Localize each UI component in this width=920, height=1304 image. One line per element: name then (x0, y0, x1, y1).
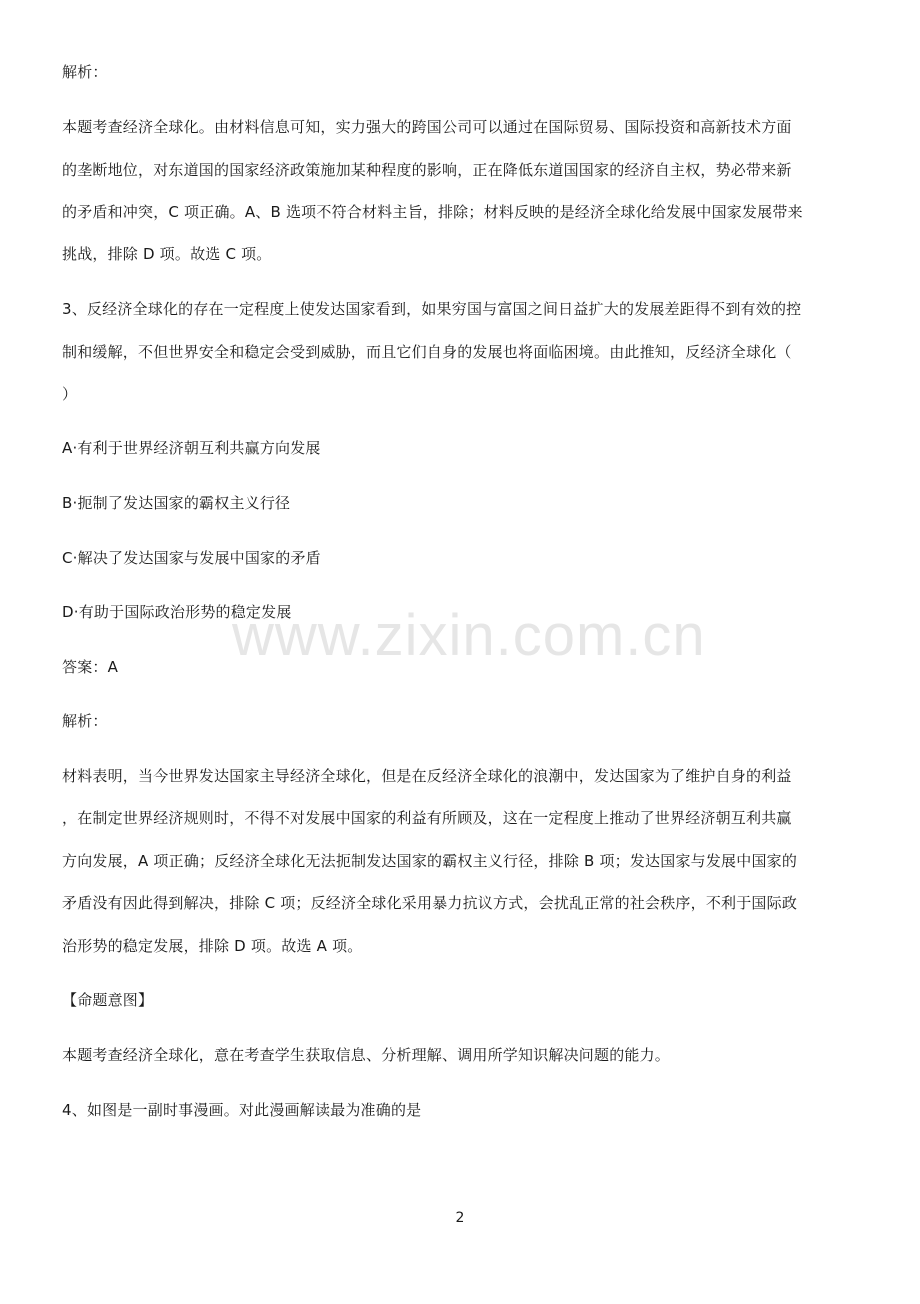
analysis-line: 的矛盾和冲突，C 项正确。A、B 选项不符合材料主旨，排除；材料反映的是经济全球化给发展中国家发展带来 (62, 203, 803, 221)
option-b: B·扼制了发达国家的霸权主义行径 (62, 494, 291, 512)
option-a: A·有利于世界经济朝互利共赢方向发展 (62, 439, 321, 457)
page-number: 2 (455, 1210, 465, 1226)
analysis-line: 本题考查经济全球化。由材料信息可知，实力强大的跨国公司可以通过在国际贸易、国际投资和高新技术方面 (62, 118, 792, 136)
analysis-line: 挑战，排除 D 项。故选 C 项。 (62, 245, 272, 263)
watermark: www.zixin.com.cn (232, 603, 706, 668)
analysis-label: 解析： (62, 712, 108, 730)
intent-label: 【命题意图】 (62, 991, 154, 1009)
option-d: D·有助于国际政治形势的稳定发展 (62, 603, 292, 621)
analysis-line: 矛盾没有因此得到解决，排除 C 项；反经济全球化采用暴力抗议方式，会扰乱正常的社会秩序，不利于国际政 (62, 894, 798, 912)
analysis-line: 方向发展，A 项正确；反经济全球化无法扼制发达国家的霸权主义行径，排除 B 项；发达国家与发展中国家的 (62, 852, 798, 870)
answer: 答案：A (62, 658, 119, 676)
analysis-line: 材料表明，当今世界发达国家主导经济全球化，但是在反经济全球化的浪潮中，发达国家为了维护自身的利益 (62, 767, 792, 785)
analysis-line: 的垄断地位，对东道国的国家经济政策施加某种程度的影响，正在降低东道国国家的经济自主权，势必带来新 (62, 161, 792, 179)
question-3-stem: 3、反经济全球化的存在一定程度上使发达国家看到，如果穷国与富国之间日益扩大的发展差距得不到有效的控 (62, 300, 802, 318)
question-3-stem: 制和缓解，不但世界安全和稳定会受到威胁，而且它们自身的发展也将面临困境。由此推知，反经济全球化（ (62, 343, 792, 361)
analysis-line: ，在制定世界经济规则时，不得不对发展中国家的利益有所顾及，这在一定程度上推动了世界经济朝互利共赢 (62, 809, 792, 827)
analysis-label: 解析： (62, 63, 108, 81)
intent-text: 本题考查经济全球化，意在考查学生获取信息、分析理解、调用所学知识解决问题的能力。 (62, 1046, 671, 1064)
question-3-blank: ） (62, 385, 78, 403)
analysis-line: 治形势的稳定发展，排除 D 项。故选 A 项。 (62, 937, 363, 955)
option-c: C·解决了发达国家与发展中国家的矛盾 (62, 549, 321, 567)
question-4-stem: 4、如图是一副时事漫画。对此漫画解读最为准确的是 (62, 1101, 422, 1119)
